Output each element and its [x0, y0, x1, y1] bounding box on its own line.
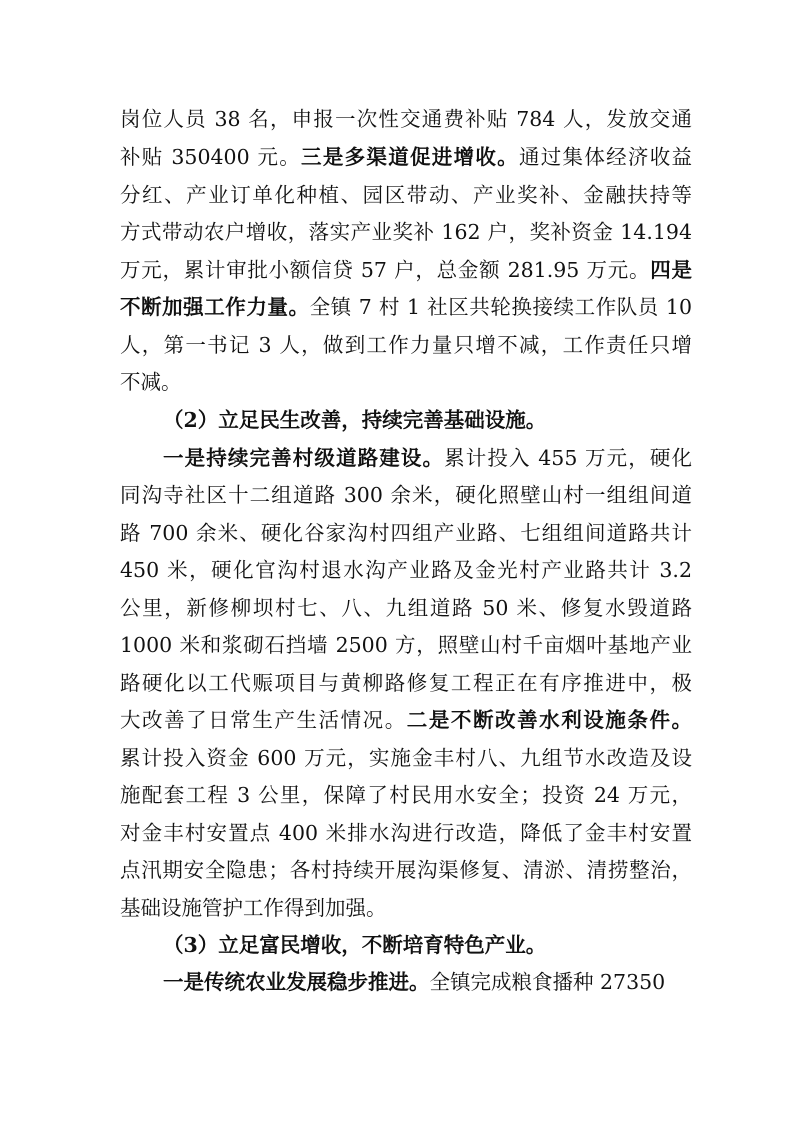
text-line — [120, 895, 692, 921]
text-line — [120, 294, 692, 320]
text-line — [120, 257, 692, 283]
text-line — [120, 482, 692, 508]
text-segment: 方式带动农户增收，落实产业奖补 162 户，奖补资金 14.194 — [120, 220, 692, 244]
text-line — [120, 670, 692, 696]
text-segment: 人，第一书记 3 人，做到工作力量只增不减，工作责任只增 — [120, 333, 692, 357]
text-segment: 不减。 — [120, 370, 182, 394]
text-line — [163, 969, 692, 995]
text-line — [120, 369, 692, 395]
text-segment: 450 米，硬化官沟村退水沟产业路及金光村产业路共计 3.2 — [120, 558, 692, 582]
bold-text-segment: （3）立足富民增收，不断培育特色产业。 — [163, 933, 547, 957]
text-segment: 1000 米和浆砌石挡墙 2500 方，照壁山村千亩烟叶基地产业 — [120, 633, 692, 657]
text-line — [163, 445, 692, 471]
text-segment: 补贴 350400 元。 — [120, 145, 302, 169]
text-segment: 路硬化以工代赈项目与黄柳路修复工程正在有序推进中，极 — [120, 671, 692, 695]
bold-text-segment: 不断加强工作力量。 — [120, 295, 310, 319]
text-segment: 基础设施管护工作得到加强。 — [120, 896, 387, 920]
text-line — [120, 219, 692, 245]
text-segment: 累计投入 455 万元，硬化 — [444, 446, 692, 470]
bold-text-segment: 二是不断改善水利设施条件。 — [406, 708, 693, 732]
text-line — [120, 520, 692, 546]
text-line — [120, 782, 692, 808]
text-segment: 施配套工程 3 公里，保障了村民用水安全；投资 24 万元， — [120, 783, 692, 807]
bold-text-segment: （2）立足民生改善，持续完善基础设施。 — [163, 408, 547, 432]
text-segment: 点汛期安全隐患；各村持续开展沟渠修复、清淤、清捞整治， — [120, 858, 692, 882]
text-segment: 全镇完成粮食播种 27350 — [429, 970, 666, 994]
text-segment: 同沟寺社区十二组道路 300 余米，硬化照壁山村一组组间道 — [120, 483, 692, 507]
bold-text-segment: 三是多渠道促进增收。 — [301, 145, 519, 169]
text-line — [120, 144, 692, 170]
text-line — [120, 106, 692, 132]
text-line — [120, 595, 692, 621]
text-line — [120, 632, 692, 658]
text-line — [120, 557, 692, 583]
text-segment: 岗位人员 38 名，申报一次性交通费补贴 784 人，发放交通 — [120, 107, 692, 131]
text-line — [120, 182, 692, 208]
text-segment: 路 700 余米、硬化谷家沟村四组产业路、七组组间道路共计 — [120, 521, 692, 545]
text-line — [120, 332, 692, 358]
text-segment: 大改善了日常生产生活情况。 — [120, 708, 407, 732]
text-line — [120, 857, 692, 883]
bold-text-segment: 一是传统农业发展稳步推进。 — [163, 970, 430, 994]
text-line — [163, 932, 692, 958]
text-line — [163, 407, 692, 433]
text-segment: 对金丰村安置点 400 米排水沟进行改造，降低了金丰村安置 — [120, 821, 692, 845]
text-segment: 分红、产业订单化种植、园区带动、产业奖补、金融扶持等 — [120, 183, 692, 207]
bold-text-segment: 一是持续完善村级道路建设。 — [163, 446, 445, 470]
text-segment: 全镇 7 村 1 社区共轮换接续工作队员 10 — [309, 295, 692, 319]
text-line — [120, 820, 692, 846]
bold-text-segment: 四是 — [650, 258, 692, 282]
text-segment: 公里，新修柳坝村七、八、九组道路 50 米、修复水毁道路 — [120, 596, 692, 620]
text-segment: 累计投入资金 600 万元，实施金丰村八、九组节水改造及设 — [120, 746, 692, 770]
text-line — [120, 745, 692, 771]
text-segment: 通过集体经济收益 — [518, 145, 693, 169]
text-line — [120, 707, 692, 733]
text-segment: 万元，累计审批小额信贷 57 户，总金额 281.95 万元。 — [120, 258, 651, 282]
